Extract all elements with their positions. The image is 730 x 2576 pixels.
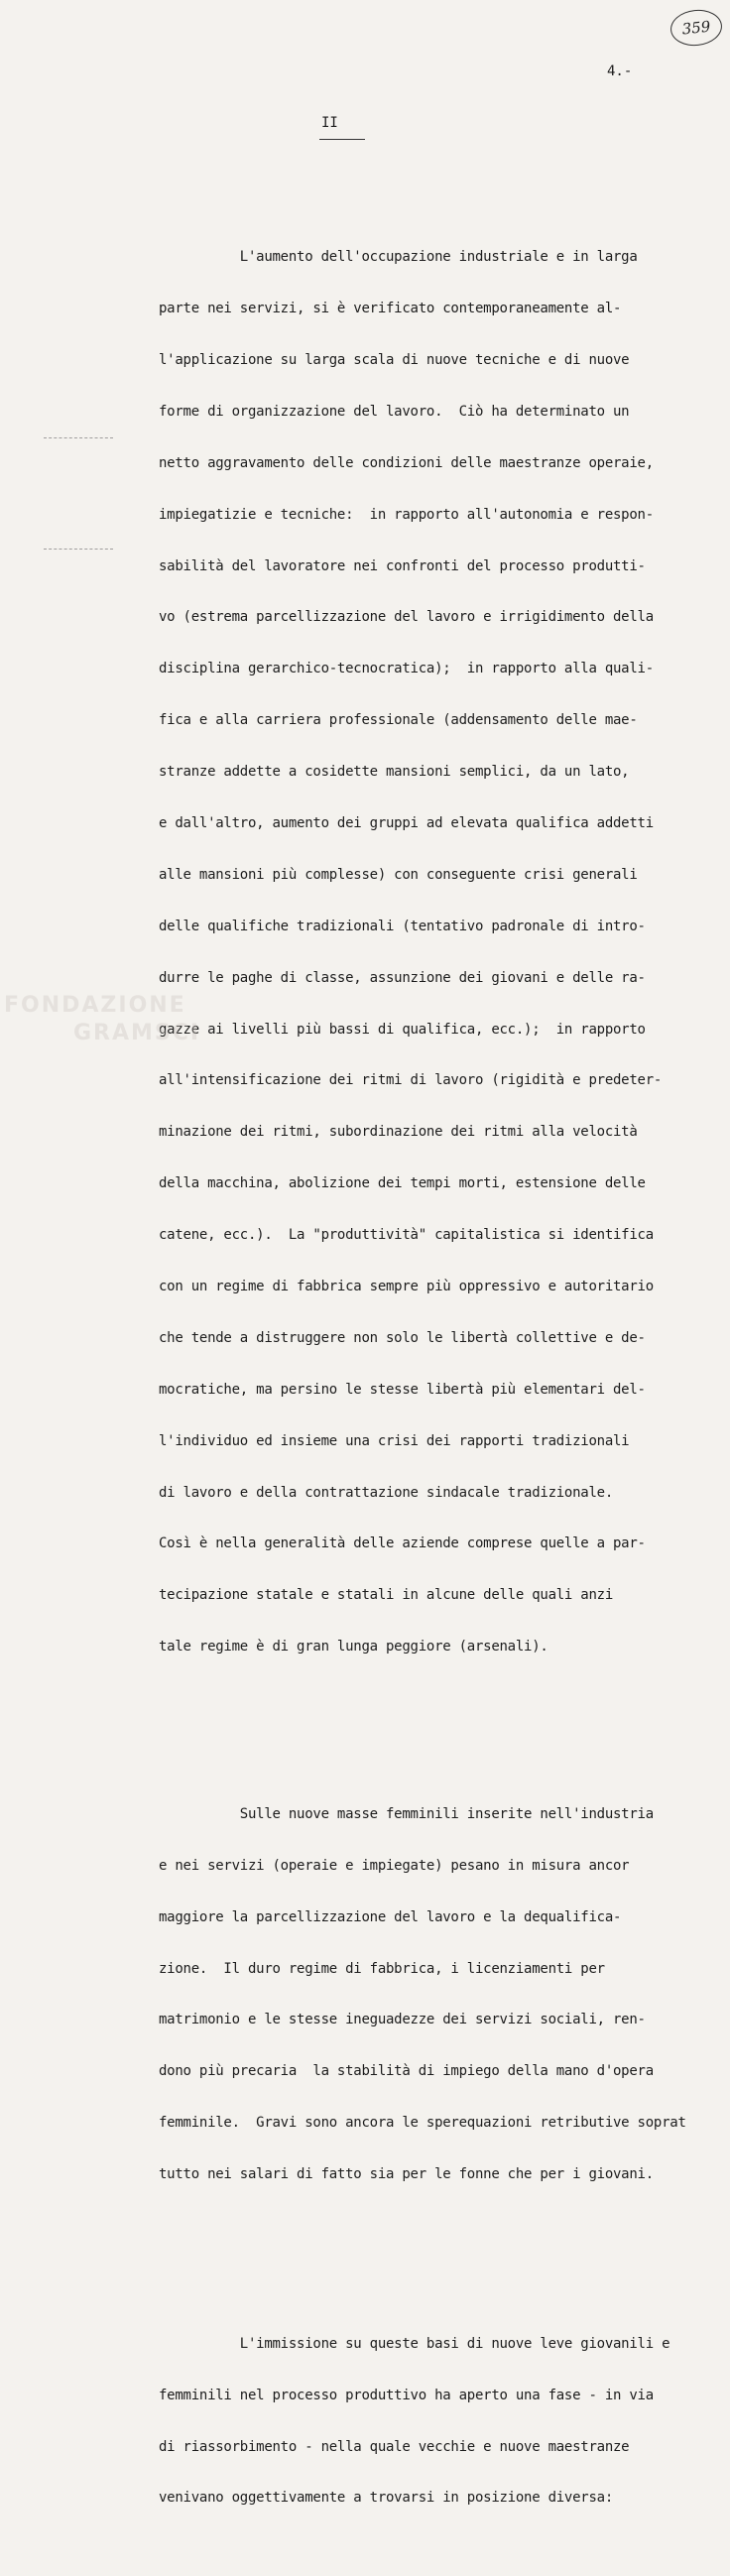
page-number: 4.- [607,63,633,79]
text-line: sabilità del lavoratore nei confronti del processo produtti- [159,557,646,574]
text-line: L'aumento dell'occupazione industriale e in larga [159,249,638,266]
text-line: minazione dei ritmi, subordinazione dei ritmi alla velocità [159,1124,638,1141]
text-line: gazze ai livelli più bassi di qualifica, ecc.); in rapporto [159,1021,646,1038]
archive-watermark [4,992,200,1047]
text-line: tecipazione statale e statali in alcune delle quali anzi [159,1587,614,1604]
text-line: maggiore la parcellizzazione del lavoro e la dequalifica- [159,1908,622,1925]
text-line: Così è nella generalità delle aziende comprese quelle a par- [159,1535,646,1552]
text-line: all'intensificazione dei ritmi di lavoro (rigidità e predeter- [159,1072,663,1089]
paragraph-2 [159,1772,714,2218]
text-line: e nei servizi (operaie e impiegate) pesano in misura ancor [159,1857,630,1874]
paragraph-1 [159,215,714,1691]
text-line: di riassorbimento - nella quale vecchie e nuove maestranze [159,2438,630,2455]
text-line: tale regime è di gran lunga peggiore (arsenali). [159,1639,548,1656]
text-line: stranze addette a cosidette mansioni semplici, da un lato, [159,764,630,781]
text-line: che tende a distruggere non solo le libertà collettive e de- [159,1329,646,1346]
text-line: tutto nei salari di fatto sia per le fonne che per i giovani. [159,2166,654,2183]
text-line: venivano oggettivamente a trovarsi in posizione diversa: [159,2490,614,2507]
text-line: catene, ecc.). La "produttività" capitalistica si identifica [159,1227,654,1244]
document-body [159,181,714,2576]
text-line: netto aggravamento delle condizioni delle maestranze operaie, [159,454,654,471]
text-line: L'immissione su queste basi di nuove leve giovanili e [159,2335,670,2352]
text-line: con un regime di fabbrica sempre più oppressivo e autoritario [159,1279,654,1294]
text-line: durre le paghe di classe, assunzione dei giovani e delle ra- [159,969,646,986]
text-line: matrimonio e le stesse ineguadezze dei servizi sociali, ren- [159,2012,646,2028]
margin-mark [44,549,113,551]
margin-mark [44,437,113,439]
text-line: mocratiche, ma persino le stesse libertà più elementari del- [159,1381,646,1398]
text-line: delle qualifiche tradizionali (tentativo padronale di intro- [159,918,646,934]
text-line: di lavoro e della contrattazione sindacale tradizionale. [159,1484,614,1501]
text-line: disciplina gerarchico-tecnocratica); in rapporto alla quali- [159,661,654,677]
text-line: forme di organizzazione del lavoro. Ciò ha determinato un [159,403,630,420]
text-line: zione. Il duro regime di fabbrica, i licenziamenti per [159,1960,605,1977]
text-line: e dall'altro, aumento dei gruppi ad elevata qualifica addetti [159,814,654,831]
text-line: impiegatizie e tecniche: in rapporto all'autonomia e respon- [159,506,654,523]
text-line: femminile. Gravi sono ancora le sperequazioni retributive soprat [159,2115,686,2132]
text-line: Sulle nuove masse femminili inserite nell'industria [159,1805,654,1822]
text-line: fica e alla carriera professionale (addensamento delle mae- [159,712,638,729]
section-heading-underline [319,139,365,140]
archive-page-stamp: 359 [669,7,723,48]
text-line: vo (estrema parcellizzazione del lavoro e irrigidimento della [159,609,654,626]
text-line: l'applicazione su larga scala di nuove tecniche e di nuove [159,351,630,368]
paragraph-3 [159,2301,714,2541]
text-line: parte nei servizi, si è verificato contemporaneamente al- [159,301,622,317]
text-line: della macchina, abolizione dei tempi morti, estensione delle [159,1175,646,1192]
text-line: alle mansioni più complesse) con conseguente crisi generali [159,866,638,883]
text-line: femminili nel processo produttivo ha aperto una fase - in via [159,2387,654,2403]
watermark-line: FONDAZIONE [4,993,186,1018]
text-line: dono più precaria la stabilità di impiego della mano d'opera [159,2063,654,2080]
section-heading: II [321,115,338,131]
watermark-line: GRAMSCI [73,1021,201,1045]
text-line: l'individuo ed insieme una crisi dei rapporti tradizionali [159,1432,630,1449]
